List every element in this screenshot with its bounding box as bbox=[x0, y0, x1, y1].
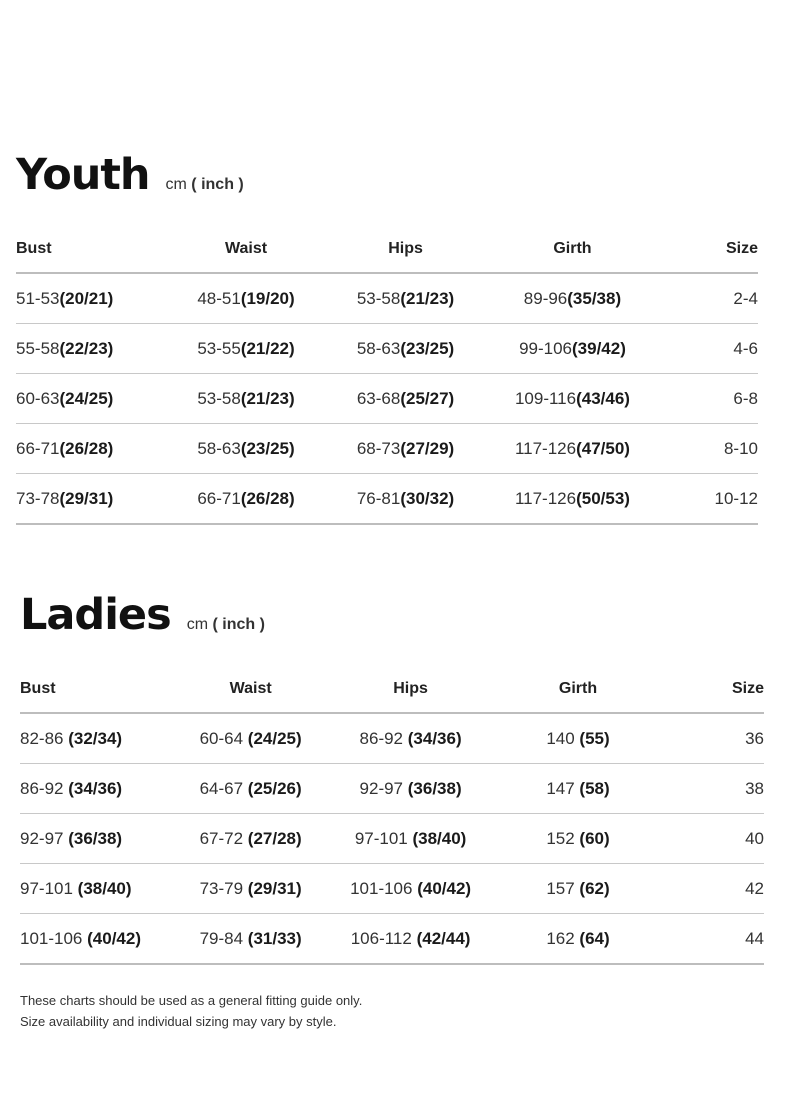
hips-cell: 53-58(21/23) bbox=[335, 273, 476, 324]
girth-cell: 157 (62) bbox=[481, 864, 674, 914]
bust-cell: 82-86 (32/34) bbox=[20, 713, 161, 764]
ladies-unit-inch: ( inch ) bbox=[212, 616, 265, 633]
girth-cell: 117-126(47/50) bbox=[476, 424, 669, 474]
youth-unit-cm: cm bbox=[165, 176, 187, 193]
youth-heading bbox=[16, 150, 758, 208]
table-row bbox=[16, 374, 758, 424]
bust-cell: 51-53(20/21) bbox=[16, 273, 157, 324]
bust-cell: 92-97 (36/38) bbox=[20, 814, 161, 864]
youth-size-table bbox=[16, 226, 758, 525]
hips-cell: 86-92 (34/36) bbox=[340, 713, 481, 764]
table-row bbox=[16, 424, 758, 474]
ladies-title: Ladies bbox=[20, 590, 171, 640]
waist-cell: 60-64 (24/25) bbox=[161, 713, 340, 764]
youth-unit-label bbox=[166, 176, 244, 194]
bust-cell: 73-78(29/31) bbox=[16, 474, 157, 525]
ladies-unit-cm: cm bbox=[186, 616, 209, 633]
waist-cell: 53-58(21/23) bbox=[157, 374, 335, 424]
size-cell: 8-10 bbox=[669, 424, 758, 474]
footnote-line-1: These charts should be used as a general fitting guide only. bbox=[20, 993, 363, 1008]
waist-cell: 67-72 (27/28) bbox=[161, 814, 340, 864]
header-girth: Girth bbox=[476, 226, 669, 273]
size-cell: 10-12 bbox=[669, 474, 758, 525]
girth-cell: 99-106(39/42) bbox=[476, 324, 669, 374]
waist-cell: 66-71(26/28) bbox=[157, 474, 335, 525]
table-row bbox=[20, 713, 764, 764]
fitting-guide-footnote bbox=[20, 990, 362, 1032]
table-row bbox=[16, 324, 758, 374]
girth-cell: 89-96(35/38) bbox=[476, 273, 669, 324]
header-hips: Hips bbox=[335, 226, 476, 273]
table-row bbox=[16, 474, 758, 525]
header-waist: Waist bbox=[157, 226, 335, 273]
youth-section bbox=[16, 150, 758, 525]
table-row bbox=[16, 273, 758, 324]
waist-cell: 58-63(23/25) bbox=[157, 424, 335, 474]
youth-title: Youth bbox=[16, 150, 150, 200]
hips-cell: 101-106 (40/42) bbox=[340, 864, 481, 914]
table-header-row bbox=[16, 226, 758, 273]
bust-cell: 97-101 (38/40) bbox=[20, 864, 161, 914]
size-cell: 2-4 bbox=[669, 273, 758, 324]
ladies-size-table bbox=[20, 666, 764, 965]
girth-cell: 140 (55) bbox=[481, 713, 674, 764]
header-girth: Girth bbox=[481, 666, 674, 713]
header-hips: Hips bbox=[340, 666, 481, 713]
size-cell: 44 bbox=[675, 914, 764, 965]
header-size: Size bbox=[669, 226, 758, 273]
header-waist: Waist bbox=[161, 666, 340, 713]
hips-cell: 92-97 (36/38) bbox=[340, 764, 481, 814]
girth-cell: 117-126(50/53) bbox=[476, 474, 669, 525]
size-cell: 40 bbox=[675, 814, 764, 864]
bust-cell: 86-92 (34/36) bbox=[20, 764, 161, 814]
size-cell: 6-8 bbox=[669, 374, 758, 424]
hips-cell: 106-112 (42/44) bbox=[340, 914, 481, 965]
table-row bbox=[20, 764, 764, 814]
header-size: Size bbox=[675, 666, 764, 713]
table-row bbox=[20, 814, 764, 864]
size-cell: 42 bbox=[675, 864, 764, 914]
hips-cell: 76-81(30/32) bbox=[335, 474, 476, 525]
header-bust: Bust bbox=[20, 666, 161, 713]
bust-cell: 66-71(26/28) bbox=[16, 424, 157, 474]
waist-cell: 48-51(19/20) bbox=[157, 273, 335, 324]
youth-unit-inch: ( inch ) bbox=[191, 176, 244, 193]
girth-cell: 162 (64) bbox=[481, 914, 674, 965]
footnote-line-2: Size availability and individual sizing may vary by style. bbox=[20, 1014, 337, 1029]
waist-cell: 79-84 (31/33) bbox=[161, 914, 340, 965]
ladies-unit-label bbox=[187, 616, 265, 634]
table-row bbox=[20, 864, 764, 914]
size-cell: 4-6 bbox=[669, 324, 758, 374]
bust-cell: 60-63(24/25) bbox=[16, 374, 157, 424]
waist-cell: 53-55(21/22) bbox=[157, 324, 335, 374]
hips-cell: 68-73(27/29) bbox=[335, 424, 476, 474]
hips-cell: 97-101 (38/40) bbox=[340, 814, 481, 864]
waist-cell: 64-67 (25/26) bbox=[161, 764, 340, 814]
hips-cell: 58-63(23/25) bbox=[335, 324, 476, 374]
size-cell: 38 bbox=[675, 764, 764, 814]
waist-cell: 73-79 (29/31) bbox=[161, 864, 340, 914]
bust-cell: 55-58(22/23) bbox=[16, 324, 157, 374]
girth-cell: 147 (58) bbox=[481, 764, 674, 814]
table-row bbox=[20, 914, 764, 965]
header-bust: Bust bbox=[16, 226, 157, 273]
bust-cell: 101-106 (40/42) bbox=[20, 914, 161, 965]
ladies-heading bbox=[20, 590, 764, 648]
girth-cell: 109-116(43/46) bbox=[476, 374, 669, 424]
size-cell: 36 bbox=[675, 713, 764, 764]
table-header-row bbox=[20, 666, 764, 713]
girth-cell: 152 (60) bbox=[481, 814, 674, 864]
ladies-section bbox=[20, 590, 764, 965]
hips-cell: 63-68(25/27) bbox=[335, 374, 476, 424]
